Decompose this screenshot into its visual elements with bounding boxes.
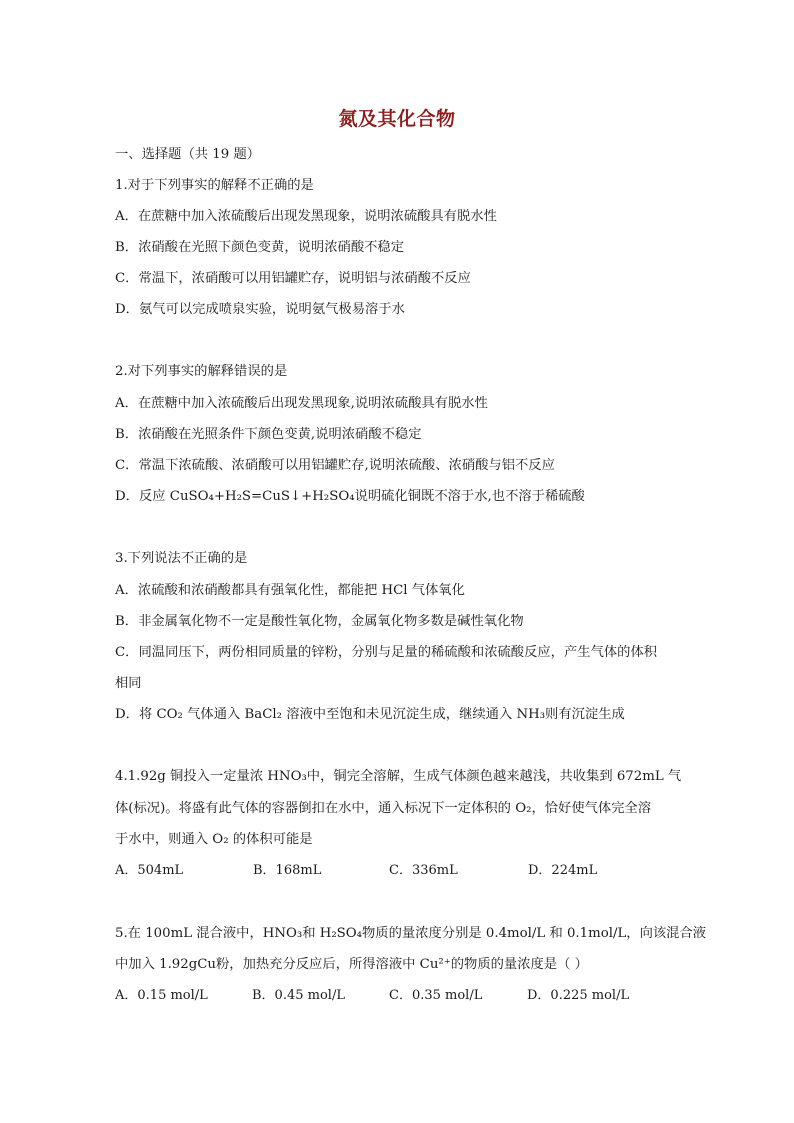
question-2-option-b: B．浓硝酸在光照条件下颜色变黄,说明浓硝酸不稳定	[115, 427, 422, 442]
question-1-option-a: A．在蔗糖中加入浓硫酸后出现发黑现象，说明浓硫酸具有脱水性	[115, 209, 497, 224]
question-3-option-b: B．非金属氧化物不一定是酸性氧化物，金属氧化物多数是碱性氧化物	[115, 614, 524, 629]
question-3-option-c-continued: 相同	[115, 676, 142, 691]
question-4-choice-c: C．336mL	[389, 863, 458, 878]
question-2-option-c: C．常温下浓硫酸、浓硝酸可以用铝罐贮存,说明浓硫酸、浓硝酸与铝不反应	[115, 458, 555, 473]
question-1-option-b: B．浓硝酸在光照下颜色变黄，说明浓硝酸不稳定	[115, 240, 405, 255]
question-4-stem-line-2: 体(标况)。将盛有此气体的容器倒扣在水中，通入标况下一定体积的 O₂，恰好使气体完全溶	[115, 801, 652, 816]
question-4-stem-line-1: 4.1.92g 铜投入一定量浓 HNO₃中，铜完全溶解，生成气体颜色越来越浅，共收集到 672mL 气	[115, 769, 682, 784]
question-5-choice-d: D．0.225 mol/L	[527, 988, 630, 1003]
question-1-option-d: D．氨气可以完成喷泉实验，说明氨气极易溶于水	[115, 302, 405, 317]
question-4-choice-a: A．504mL	[115, 863, 184, 878]
question-3-option-c: C．同温同压下，两份相同质量的锌粉，分别与足量的稀硫酸和浓硫酸反应，产生气体的体积	[115, 645, 658, 660]
question-5-choice-c: C．0.35 mol/L	[389, 988, 483, 1003]
question-5-choice-b: B．0.45 mol/L	[252, 988, 345, 1003]
question-4-stem-line-3: 于水中，则通入 O₂ 的体积可能是	[115, 832, 313, 847]
question-3-stem: 3.下列说法不正确的是	[115, 551, 248, 566]
question-2-stem: 2.对下列事实的解释错误的是	[115, 364, 288, 379]
question-2-option-a: A．在蔗糖中加入浓硫酸后出现发黑现象,说明浓硫酸具有脱水性	[115, 396, 488, 411]
question-3-option-a: A．浓硫酸和浓硝酸都具有强氧化性，都能把 HCl 气体氧化	[115, 583, 465, 598]
question-1-option-c: C．常温下，浓硝酸可以用铝罐贮存，说明铝与浓硝酸不反应	[115, 271, 471, 286]
question-2-option-d: D．反应 CuSO₄+H₂S=CuS↓+H₂SO₄说明硫化铜既不溶于水,也不溶于稀硫酸	[115, 489, 585, 504]
question-5-stem-line-2: 中加入 1.92gCu粉，加热充分反应后，所得溶液中 Cu²⁺的物质的量浓度是（ ）	[115, 957, 588, 972]
question-5-stem-line-1: 5.在 100mL 混合液中，HNO₃和 H₂SO₄物质的量浓度分别是 0.4mol/L 和 0.1mol/L，向该混合液	[115, 926, 707, 941]
document-title: 氮及其化合物	[338, 108, 456, 130]
question-4-choice-b: B．168mL	[253, 863, 322, 878]
question-4-choice-d: D．224mL	[528, 863, 598, 878]
section-heading: 一、选择题（共 19 题）	[115, 147, 261, 162]
question-5-choice-a: A．0.15 mol/L	[115, 988, 208, 1003]
question-1-stem: 1.对于下列事实的解释不正确的是	[115, 178, 314, 193]
question-3-option-d: D．将 CO₂ 气体通入 BaCl₂ 溶液中至饱和未见沉淀生成，继续通入 NH₃则有沉淀生成	[115, 707, 625, 722]
